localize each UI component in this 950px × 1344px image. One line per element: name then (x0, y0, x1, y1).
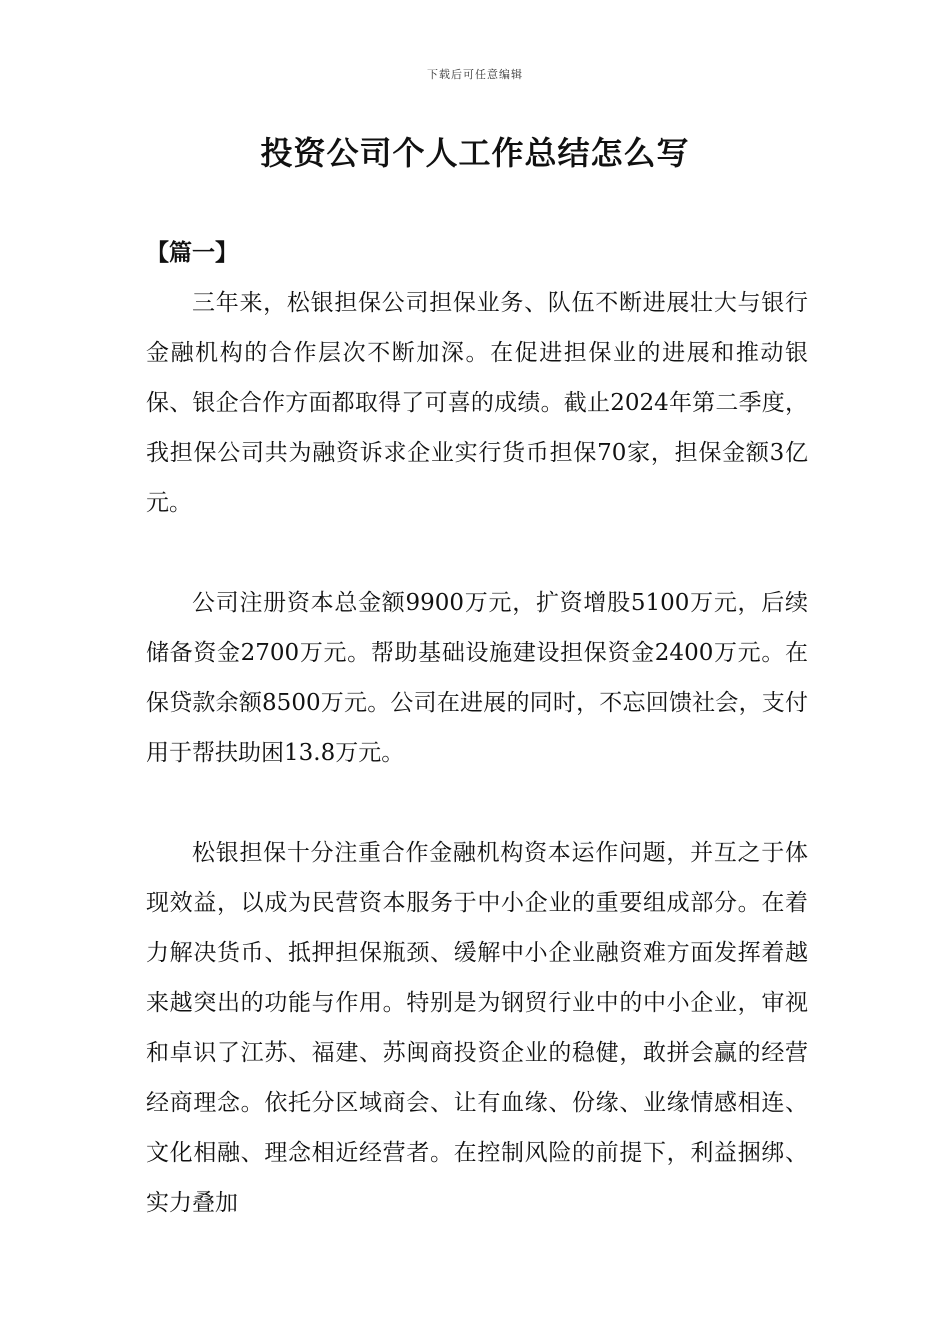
paragraph-2: 公司注册资本总金额9900万元，扩资增股5100万元，后续储备资金2700万元。帮助基础设施建设担保资金2400万元。在保贷款余额8500万元。公司在进展的同时，不忘回馈社会，支付用于帮扶助困13.8万元。 (146, 590, 808, 766)
paragraph-spacer (146, 778, 808, 828)
paragraph-3: 松银担保十分注重合作金融机构资本运作问题，并互之于体现效益，以成为民营资本服务于中小企业的重要组成部分。在着力解决货币、抵押担保瓶颈、缓解中小企业融资难方面发挥着越来越突出的功能与作用。特别是为钢贸行业中的中小企业，审视和卓识了江苏、福建、苏闽商投资企业的稳健，敢拼会赢的经营经商理念。依托分区域商会、让有血缘、份缘、业缘情感相连、文化相融、理念相近经营者。在控制风险的前提下，利益捆绑、实力叠加 (146, 840, 808, 1216)
paragraph-spacer (146, 528, 808, 578)
document-title: 投资公司个人工作总结怎么写 (260, 134, 690, 172)
paragraph-1: 三年来，松银担保公司担保业务、队伍不断进展壮大与银行金融机构的合作层次不断加深。在促进担保业的进展和推动银保、银企合作方面都取得了可喜的成绩。截止2024年第二季度，我担保公司共为融资诉求企业实行货币担保70家，担保金额3亿元。 (146, 290, 808, 516)
section-label: 【篇一】 (146, 239, 238, 266)
document-body (146, 228, 808, 1228)
header-note: 下载后可任意编辑 (427, 68, 523, 81)
